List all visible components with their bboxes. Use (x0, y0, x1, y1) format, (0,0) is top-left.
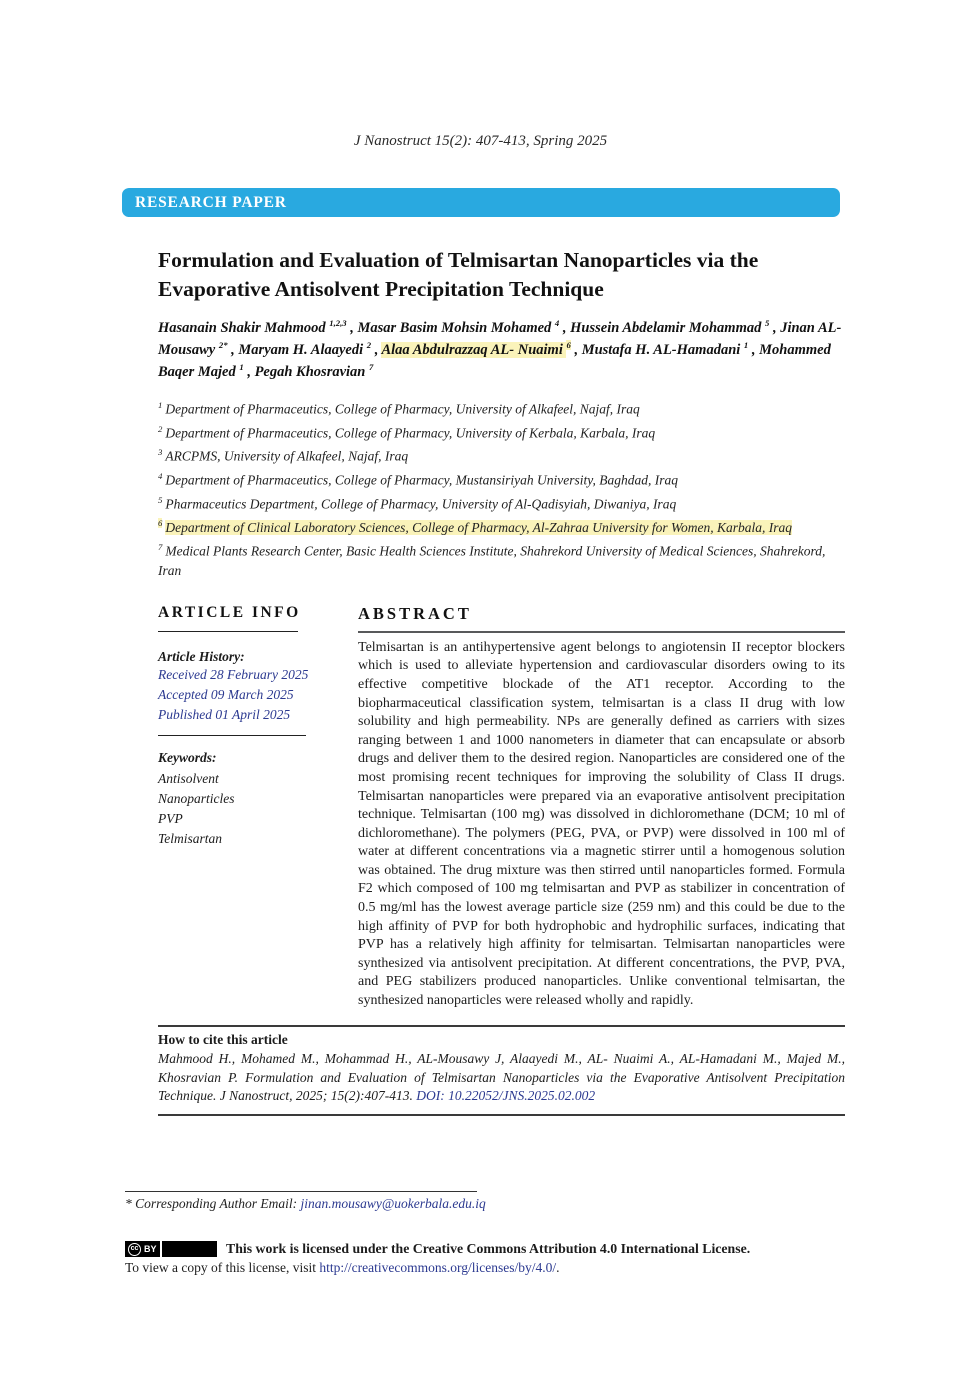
research-paper-banner (122, 188, 840, 217)
keyword: PVP (158, 810, 183, 826)
corresponding-author-label: * Corresponding Author Email: (125, 1196, 301, 1211)
cc-by-label: BY (144, 1244, 157, 1254)
affiliation-text: Pharmaceutics Department, College of Pharmacy, University of Al-Qadisyiah, Diwaniya, Iraq (165, 496, 677, 512)
author-segment: 1,2,3 (329, 318, 347, 329)
citation-block (158, 1025, 845, 1117)
doi-link[interactable]: DOI: 10.22052/JNS.2025.02.002 (416, 1088, 596, 1104)
divider (358, 631, 845, 633)
cc-badge-fill (165, 1241, 214, 1257)
license-line2 (125, 1260, 841, 1276)
abstract-panel (358, 604, 845, 1011)
keyword: Antisolvent (158, 770, 219, 786)
corresponding-author-footnote (125, 1191, 486, 1212)
keywords-label: Keywords: (158, 749, 217, 765)
keywords-list (158, 769, 336, 849)
corresponding-author-email-link[interactable]: jinan.mousawy@uokerbala.edu.iq (300, 1196, 486, 1211)
affiliation-list (158, 399, 845, 580)
author-segment: Alaa Abdulrazzaq AL- Nuaimi (381, 342, 567, 359)
author-segment: Hasanain Shakir Mahmood (158, 320, 330, 337)
license-line1 (125, 1241, 841, 1257)
affiliation-number: 7 (158, 541, 163, 552)
author-segment: , Jinan AL-Mousawy (158, 320, 842, 359)
affiliation-text: ARCPMS, University of Alkafeel, Najaf, Iraq (165, 448, 409, 464)
license-line2-prefix: To view a copy of this license, visit (125, 1260, 320, 1275)
license-line2-suffix: . (556, 1260, 560, 1275)
author-segment: 7 (369, 362, 374, 373)
divider (125, 1191, 477, 1192)
affiliation (158, 541, 845, 580)
affiliation-number: 4 (158, 470, 163, 481)
author-segment: 6 (566, 340, 571, 351)
two-column-section (158, 604, 845, 1011)
cc-circle-icon: cc (128, 1243, 141, 1256)
affiliation-number: 1 (158, 400, 163, 410)
affiliation (158, 399, 845, 419)
keyword: Nanoparticles (158, 790, 235, 806)
author-segment: 2* (218, 340, 228, 351)
affiliation-text: Department of Pharmaceutics, College of Pharmacy, University of Kerbala, Karbala, Iraq (165, 425, 656, 441)
affiliation-number: 5 (158, 494, 163, 505)
citation-text (158, 1050, 845, 1107)
affiliation-number: 2 (158, 423, 163, 434)
keyword: Telmisartan (158, 830, 223, 846)
banner-label: RESEARCH PAPER (135, 193, 287, 211)
author-segment: , (374, 342, 382, 359)
citation-label: How to cite this article (158, 1031, 288, 1047)
article-info-panel (158, 604, 358, 1011)
affiliation (158, 494, 845, 514)
abstract-text: Telmisartan is an antihypertensive agent belongs to angiotensin II receptor blockers which is used to alleviate hypertension and cardiovascular disorders owing to its effective competitive blockade of the AT1 receptor. According to the biopharmaceutical classification system, telmisartan is a class II drug with low solubility and high permeability. NPs are generally defined as carriers with sizes ranging between 1 and 1000 nanometers in diameter that can encapsulate or absorb drugs and deliver them to the desired region. Nanoparticles are considered one of the most promising recent techniques for improving the solubility of Class II drugs. Telmisartan nanoparticles were prepared via an evaporative antisolvent precipitation technique. Telmisartan (100 mg) was dissolved in dichloromethane (DCM; 10 ml of dichloromethane). The polymers (PEG, PVA, or PVP) were dissolved in 100 ml of water at different concentrations via a magnetic stirrer until a homogenous solution was obtained. The drug mixture was then stirred until nanoparticles formed. Formula F2 which composed of 100 mg telmisartan and PVP as stabilizer in concentration of 0.5 mg/ml has the lowest average particle size (259 nm) and this could be due to the high affinity of PVP for both hydrophobic and hydrophilic surfaces, indicating that PVP has a relatively high affinity for telmisartan. Telmisartan nanoparticles were synthesized via antisolvent precipitation. At different concentrations, the PVP, PVA, and PEG stabilizers produced nanoparticles. Unlike conventional telmisartan, the synthesized nanoparticles were released wholly and rapidly. (358, 639, 845, 1009)
license-statement: This work is licensed under the Creative Commons Attribution 4.0 International License. (226, 1241, 751, 1256)
main-content (158, 246, 845, 1116)
author-segment: 4 (554, 318, 560, 329)
affiliation-text: Department of Pharmaceutics, College of Pharmacy, University of Alkafeel, Najaf, Iraq (165, 401, 640, 417)
author-segment: 1 (743, 340, 749, 351)
author-segment: 5 (764, 318, 770, 329)
affiliation-text: Department of Clinical Laboratory Sciences, College of Pharmacy, Al-Zahraa University for Women, Karbala, Iraq (165, 519, 792, 535)
license-block (125, 1241, 841, 1276)
affiliation-number: 3 (158, 447, 163, 458)
author-segment: , Pegah Khosravian (247, 363, 369, 380)
license-url-link[interactable]: http://creativecommons.org/licenses/by/4.0/ (319, 1260, 557, 1275)
article-history-label: Article History: (158, 648, 245, 664)
author-segment: 1 (239, 362, 244, 373)
affiliation (158, 446, 845, 466)
affiliation-text: Department of Pharmaceutics, College of Pharmacy, Mustansiriyah University, Baghdad, Iraq (165, 472, 678, 488)
affiliation-text: Medical Plants Research Center, Basic Health Sciences Institute, Shahrekord University of Medical Sciences, Shahrekord, Iran (158, 543, 826, 578)
author-list (158, 317, 845, 383)
affiliation (158, 517, 845, 537)
article-title: Formulation and Evaluation of Telmisartan Nanoparticles via the Evaporative Antisolvent Precipitation Technique (158, 248, 759, 302)
journal-reference: J Nanostruct 15(2): 407-413, Spring 2025 (353, 133, 608, 149)
author-segment: , Masar Basim Mohsin Mohamed (350, 320, 555, 337)
history-date: Accepted 09 March 2025 (158, 686, 294, 702)
divider (158, 735, 306, 736)
history-date: Published 01 April 2025 (158, 706, 291, 722)
affiliation-number: 6 (158, 518, 163, 529)
author-segment: 2 (366, 340, 372, 351)
cc-badge-separator (160, 1241, 162, 1257)
citation-body: Mahmood H., Mohamed M., Mohammad H., AL-Mousawy J, Alaayedi M., AL- Nuaimi A., AL-Hamadani M., Majed M., Khosravian P. Formulation and Evaluation of Telmisartan Nanoparticles via the Evaporative Antisolvent Precipitation Technique. J Nanostruct, 2025; 15(2):407-413. (158, 1050, 845, 1104)
divider (158, 631, 298, 632)
author-segment: , Mohammed Baqer Majed (158, 342, 831, 380)
affiliation (158, 423, 845, 443)
abstract-heading: ABSTRACT (358, 603, 472, 623)
affiliation (158, 470, 845, 490)
article-info-heading: ARTICLE INFO (158, 603, 301, 621)
history-date: Received 28 February 2025 (158, 666, 309, 682)
author-segment: , Maryam H. Alaayedi (231, 342, 367, 359)
author-segment: , Mustafa H. AL-Hamadani (574, 342, 744, 359)
article-history-dates (158, 665, 336, 725)
cc-by-badge-icon (125, 1241, 217, 1257)
author-segment: , Hussein Abdelamir Mohammad (562, 320, 765, 337)
